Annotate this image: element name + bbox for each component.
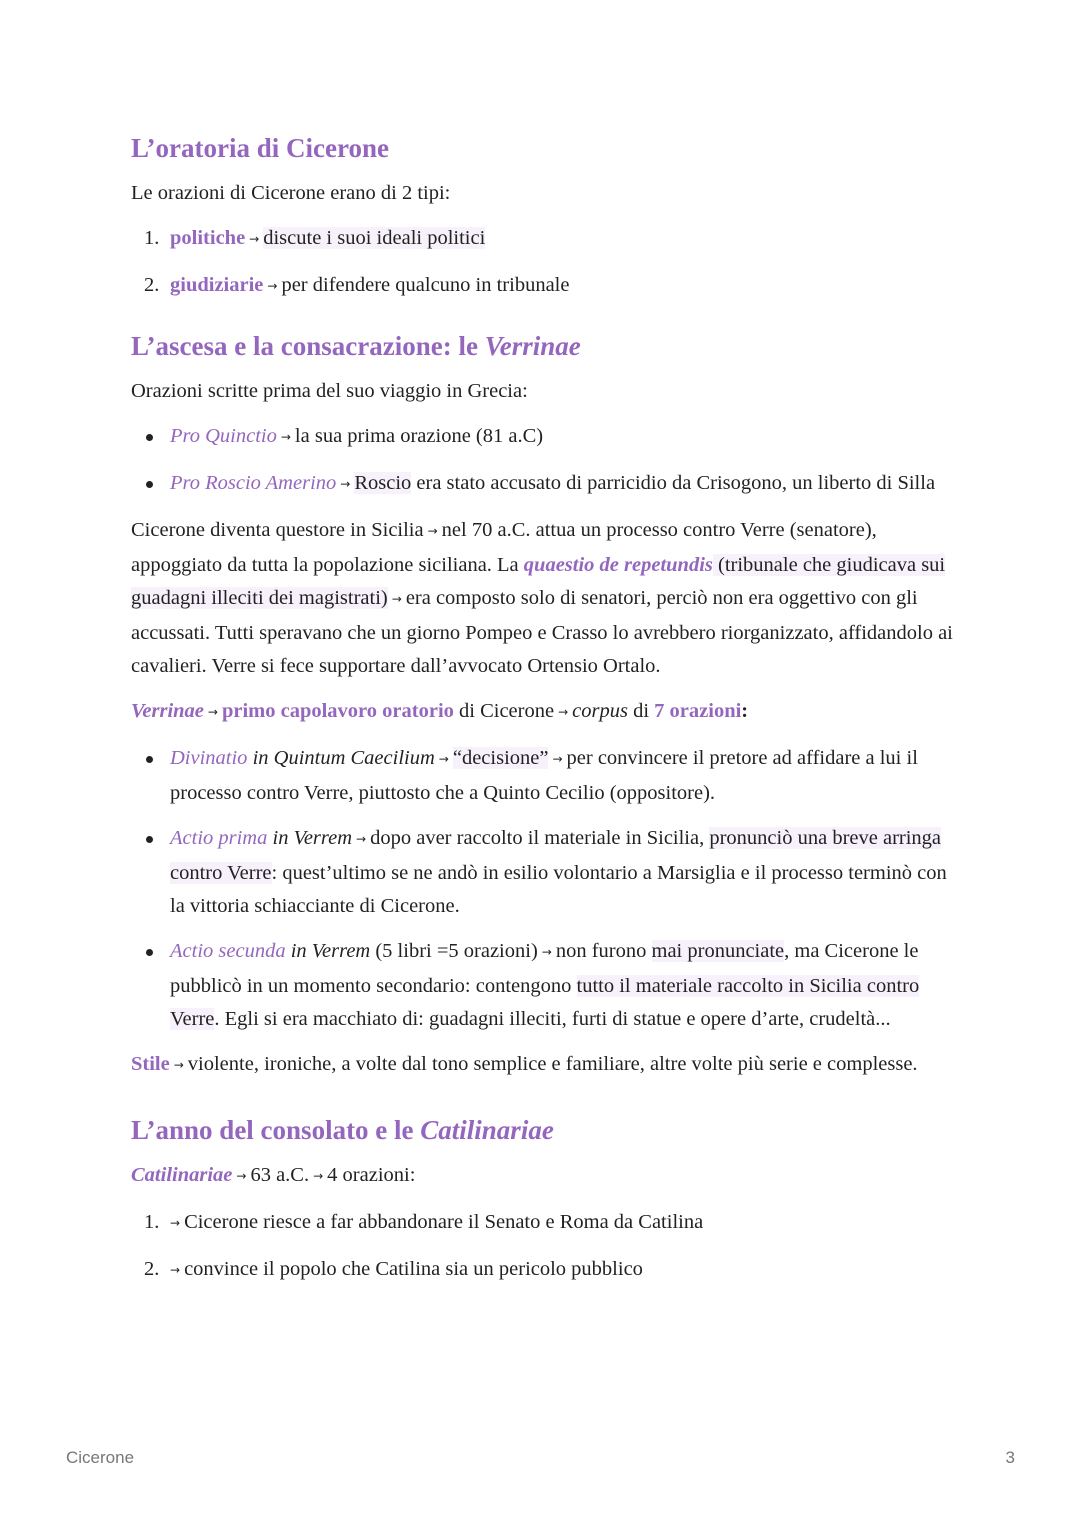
arrow-icon: → bbox=[558, 705, 569, 719]
bullet-icon bbox=[146, 949, 153, 956]
arrow-icon: → bbox=[541, 945, 552, 959]
oratoria-list bbox=[131, 222, 961, 304]
footer-title: Cicerone bbox=[66, 1448, 135, 1467]
list-item: Actio secunda in Verrem (5 libri =5 orazioni) → non furono mai pronunciate, ma Cicerone le pubblicò in un momento secondario: contengono tutto il materiale raccolto in Sicilia contro Verre. Egli si era macchiato di: guadagni illeciti, furti di statue e opere d’arte, crudeltà... bbox=[131, 935, 961, 1036]
arrow-icon: → bbox=[249, 232, 260, 246]
bullet-icon bbox=[146, 434, 153, 441]
arrow-icon: → bbox=[207, 705, 218, 719]
oratoria-intro: Le orazioni di Cicerone erano di 2 tipi: bbox=[131, 182, 451, 204]
section-title-oratoria: L’oratoria di Cicerone bbox=[131, 133, 389, 163]
list-item: 1. politiche → discute i suoi ideali politici bbox=[144, 227, 486, 249]
arrow-icon: → bbox=[280, 430, 291, 444]
page-number: 3 bbox=[1005, 1448, 1015, 1467]
arrow-icon: → bbox=[552, 752, 563, 766]
early-orations-list bbox=[131, 420, 961, 502]
list-item: 2. → convince il popolo che Catilina sia un pericolo pubblico bbox=[144, 1258, 643, 1280]
arrow-icon: → bbox=[313, 1169, 324, 1183]
arrow-icon: → bbox=[267, 279, 278, 293]
catilinariae-list bbox=[131, 1206, 961, 1288]
arrow-icon: → bbox=[391, 592, 402, 606]
section-title-catilinariae: L’anno del consolato e le Catilinariae bbox=[131, 1115, 554, 1145]
list-item: Pro Roscio Amerino → Roscio era stato accusato di parricidio da Crisogono, un liberto di Silla bbox=[131, 467, 961, 502]
verrinae-summary: Verrinae → primo capolavoro oratorio di Cicerone → corpus di 7 orazioni: bbox=[131, 700, 749, 722]
arrow-icon: → bbox=[170, 1263, 181, 1277]
verrinae-intro: Orazioni scritte prima del suo viaggio in Grecia: bbox=[131, 380, 528, 402]
list-item: 2. giudiziarie → per difendere qualcuno in tribunale bbox=[144, 274, 570, 296]
verrinae-list bbox=[131, 742, 961, 1036]
stile-paragraph: Stile → violente, ironiche, a volte dal tono semplice e familiare, altre volte più serie e complesse. bbox=[131, 1053, 918, 1075]
arrow-icon: → bbox=[236, 1169, 247, 1183]
arrow-icon: → bbox=[173, 1058, 184, 1072]
section-title-verrinae: L’ascesa e la consacrazione: le Verrinae bbox=[131, 331, 581, 361]
bullet-icon bbox=[146, 756, 153, 763]
arrow-icon: → bbox=[356, 832, 367, 846]
questore-paragraph: Cicerone diventa questore in Sicilia → nel 70 a.C. attua un processo contro Verre (senatore), appoggiato da tutta la popolazione siciliana. La quaestio de repetundis (tribunale che giudicava sui guadagni illeciti dei magistrati) → era composto solo di senatori, perciò non era oggettivo con gli accussati. Tutti speravano che un giorno Pompeo e Crasso lo avrebbero riorganizzato, affidandolo ai cavalieri. Verre si fece supportare dall’avvocato Ortensio Ortalo. bbox=[131, 519, 953, 677]
list-item: Divinatio in Quintum Caecilium → “decisione” → per convincere il pretore ad affidare a lui il processo contro Verre, piuttosto che a Quinto Cecilio (oppositore). bbox=[131, 742, 961, 810]
arrow-icon: → bbox=[438, 752, 449, 766]
list-item: 1. → Cicerone riesce a far abbandonare il Senato e Roma da Catilina bbox=[144, 1211, 704, 1233]
arrow-icon: → bbox=[340, 477, 351, 491]
arrow-icon: → bbox=[170, 1216, 181, 1230]
catilinariae-intro: Catilinariae → 63 a.C. → 4 orazioni: bbox=[131, 1164, 416, 1186]
document-page bbox=[131, 128, 961, 1288]
bullet-icon bbox=[146, 836, 153, 843]
bullet-icon bbox=[146, 481, 153, 488]
arrow-icon: → bbox=[427, 524, 438, 538]
list-item: Actio prima in Verrem → dopo aver raccolto il materiale in Sicilia, pronunciò una breve arringa contro Verre: quest’ultimo se ne andò in esilio volontario a Marsiglia e il processo terminò con la vittoria schiacciante di Cicerone. bbox=[131, 822, 961, 923]
list-item: Pro Quinctio → la sua prima orazione (81 a.C) bbox=[131, 420, 961, 455]
